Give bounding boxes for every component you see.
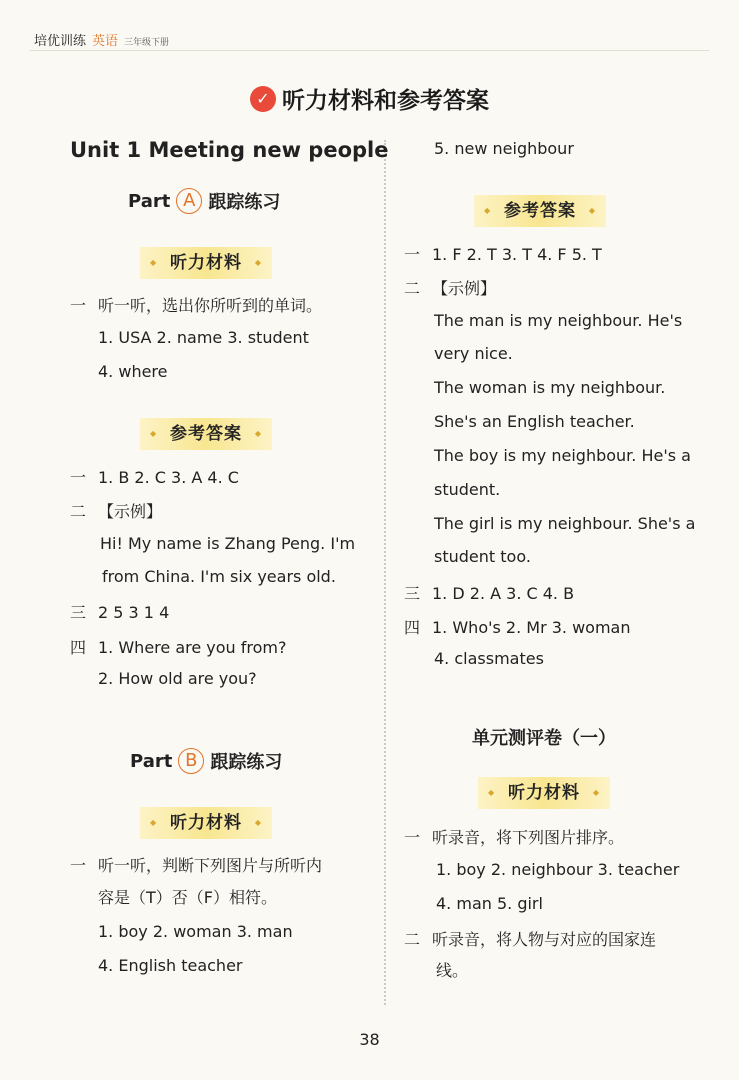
- question-number: 一: [70, 296, 87, 315]
- answer-row: [404, 279, 496, 299]
- answer-line: 2. How old are you?: [98, 669, 257, 688]
- answer-text: 【示例】: [432, 279, 497, 298]
- answer-text: 1. B 2. C 3. A 4. C: [98, 468, 239, 487]
- question-number: 四: [404, 618, 421, 637]
- part-letter: B: [178, 748, 204, 774]
- page-number: 38: [359, 1030, 380, 1049]
- question-number: 二: [404, 930, 421, 949]
- answer-row: [404, 584, 574, 604]
- unit-title: Unit 1 Meeting new people: [70, 138, 389, 162]
- grade-name: 三年级下册: [124, 38, 170, 48]
- answer-line: She's an English teacher.: [434, 412, 635, 431]
- column-divider: [384, 140, 386, 1005]
- part-letter: A: [176, 188, 202, 214]
- answer-line: Hi! My name is Zhang Peng. I'm: [100, 534, 356, 553]
- checkmark-icon: ✓: [250, 86, 276, 112]
- question-text: 听录音，将人物与对应的国家连: [432, 930, 657, 949]
- answer-items: 4. man 5. girl: [436, 894, 543, 913]
- answer-row: [70, 638, 286, 658]
- question-number: 四: [70, 638, 87, 657]
- question-row: [404, 828, 624, 848]
- answer-row: [70, 603, 169, 623]
- answer-line: very nice.: [434, 344, 513, 363]
- question-row: [70, 856, 322, 876]
- answer-text: 1. F 2. T 3. T 4. F 5. T: [432, 245, 602, 264]
- answer-line: student too.: [434, 547, 531, 566]
- answer-line: The woman is my neighbour.: [434, 378, 666, 397]
- series-name: 培优训练: [34, 34, 87, 49]
- question-number: 二: [404, 279, 421, 298]
- answer-line: student.: [434, 480, 501, 499]
- answer-items: 1. boy 2. neighbour 3. teacher: [436, 860, 680, 879]
- header-rule: [30, 50, 709, 51]
- answer-line: from China. I'm six years old.: [102, 567, 336, 586]
- answer-row: [404, 245, 602, 265]
- question-text: 听一听，判断下列图片与所听内: [98, 856, 323, 875]
- part-a-heading: [128, 188, 280, 214]
- part-label: Part: [130, 750, 173, 772]
- subject-name: 英语: [92, 34, 119, 49]
- part-label: Part: [128, 190, 171, 212]
- question-number: 一: [404, 828, 421, 847]
- question-number: 一: [70, 856, 87, 875]
- part-name: 跟踪练习: [208, 192, 281, 213]
- answer-line: 4. classmates: [434, 649, 544, 668]
- question-row: [70, 296, 322, 316]
- running-header: [34, 30, 169, 49]
- question-number: 二: [70, 502, 87, 521]
- part-b-heading: [130, 748, 282, 774]
- question-number: 一: [70, 468, 87, 487]
- answer-row: [404, 618, 631, 638]
- answer-text: 2 5 3 1 4: [98, 603, 170, 622]
- listening-material-badge: ◆ 听力材料 ◆: [478, 777, 610, 809]
- answer-items: 4. English teacher: [98, 956, 243, 975]
- answer-line: The boy is my neighbour. He's a: [434, 446, 691, 465]
- answer-items: 4. where: [98, 362, 168, 381]
- answers-badge: ◆ 参考答案 ◆: [140, 418, 272, 450]
- answer-row: [70, 502, 162, 522]
- page-title: [0, 82, 739, 115]
- answer-text: 1. D 2. A 3. C 4. B: [432, 584, 575, 603]
- question-text: 听一听，选出你所听到的单词。: [98, 296, 323, 315]
- question-text-cont: 容是（T）否（F）相符。: [98, 888, 277, 907]
- answer-items: 1. USA 2. name 3. student: [98, 328, 309, 347]
- question-row: [404, 930, 656, 950]
- answers-badge: ◆ 参考答案 ◆: [474, 195, 606, 227]
- question-number: 一: [404, 245, 421, 264]
- answer-line: The girl is my neighbour. She's a: [434, 514, 696, 533]
- answer-items: 1. boy 2. woman 3. man: [98, 922, 293, 941]
- question-number: 三: [70, 603, 87, 622]
- answer-text: 1. Where are you from?: [98, 638, 287, 657]
- question-text-cont: 线。: [436, 961, 469, 980]
- answer-items: 5. new neighbour: [434, 139, 574, 158]
- question-text: 听录音，将下列图片排序。: [432, 828, 625, 847]
- answer-text: 1. Who's 2. Mr 3. woman: [432, 618, 631, 637]
- answer-text: 【示例】: [98, 502, 163, 521]
- page-title-text: 听力材料和参考答案: [282, 88, 489, 114]
- unit-test-heading: 单元测评卷（一）: [472, 728, 616, 749]
- answer-line: The man is my neighbour. He's: [434, 311, 683, 330]
- answer-row: [70, 468, 239, 488]
- listening-material-badge: ◆ 听力材料 ◆: [140, 247, 272, 279]
- listening-material-badge: ◆ 听力材料 ◆: [140, 807, 272, 839]
- question-number: 三: [404, 584, 421, 603]
- part-name: 跟踪练习: [210, 752, 283, 773]
